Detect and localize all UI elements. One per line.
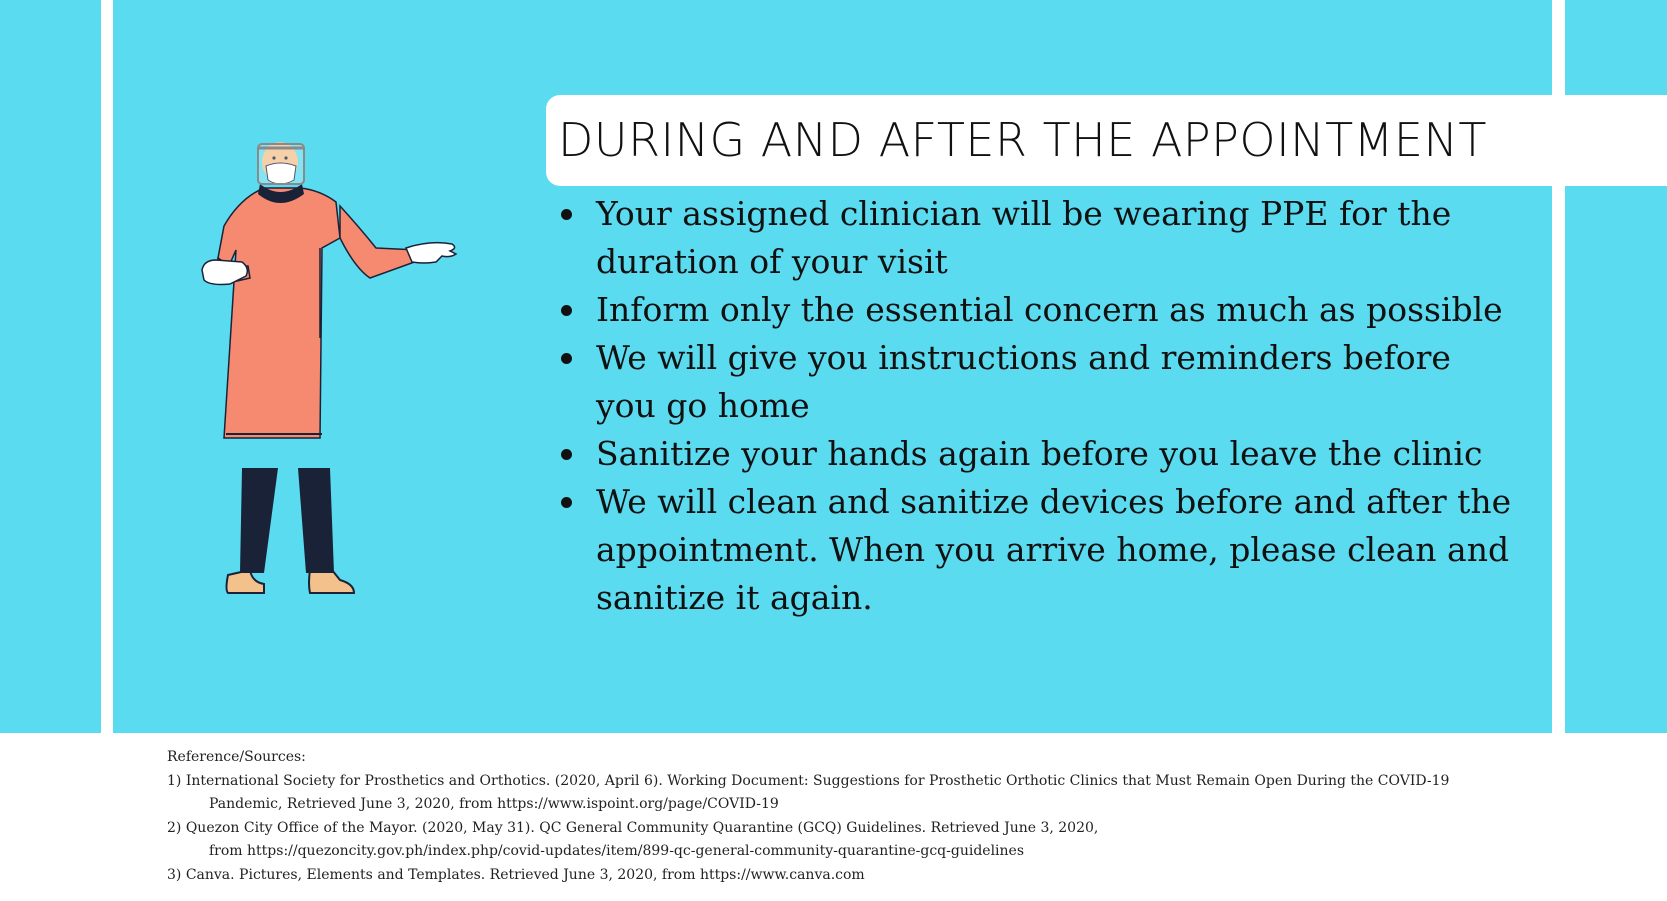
reference-line: 2) Quezon City Office of the Mayor. (2020, May 31). QC General Community Quarantine (GCQ) Guidelines. Retrieved June 3, 2020, — [167, 819, 1099, 836]
right-leg — [298, 468, 334, 573]
clinician-in-ppe-icon — [180, 138, 480, 598]
bullet-list — [561, 190, 1521, 622]
right-shoe — [309, 570, 354, 593]
left-leg — [240, 468, 278, 573]
face-shield — [258, 144, 304, 184]
left-shoe — [227, 570, 265, 593]
reference-line: Pandemic, Retrieved June 3, 2020, from https://www.ispoint.org/page/COVID-19 — [209, 796, 779, 812]
pointing-arm — [340, 206, 420, 278]
bullet-text: Sanitize your hands again before you leave the clinic — [596, 434, 1483, 473]
page-title: DURING AND AFTER THE APPOINTMENT — [558, 113, 1487, 167]
pointing-glove — [406, 243, 456, 263]
reference-line: 3) Canva. Pictures, Elements and Templates. Retrieved June 3, 2020, from https://www.canva.com — [167, 866, 865, 883]
reference-line: from https://quezoncity.gov.ph/index.php/covid-updates/item/899-qc-general-community-quarantine-gcq-guidelines — [209, 843, 1025, 859]
list-item — [561, 478, 1521, 622]
bullet-dot-icon — [561, 497, 572, 508]
list-item — [561, 430, 1521, 478]
bullet-dot-icon — [561, 209, 572, 220]
list-item — [561, 190, 1521, 286]
bullet-dot-icon — [561, 305, 572, 316]
reference-line: 1) International Society for Prosthetics and Orthotics. (2020, April 6). Working Document: Suggestions for Prosthetic Orthotic Clinics that Must Remain Open During the COVID-19 — [167, 772, 1450, 789]
references-heading: Reference/Sources: — [167, 749, 306, 765]
references — [167, 746, 1567, 887]
list-item — [561, 286, 1521, 334]
bullet-text: We will give you instructions and reminders before you go home — [596, 338, 1451, 425]
bullet-text: Your assigned clinician will be wearing PPE for the duration of your visit — [596, 194, 1452, 281]
bullet-text: We will clean and sanitize devices before and after the appointment. When you arrive home, please clean and sanitize it again. — [596, 482, 1512, 617]
left-white-stripe — [101, 0, 113, 733]
bullet-dot-icon — [561, 449, 572, 460]
gown — [218, 188, 340, 438]
bullet-dot-icon — [561, 353, 572, 364]
bullet-text: Inform only the essential concern as much as possible — [596, 290, 1503, 329]
list-item — [561, 334, 1521, 430]
